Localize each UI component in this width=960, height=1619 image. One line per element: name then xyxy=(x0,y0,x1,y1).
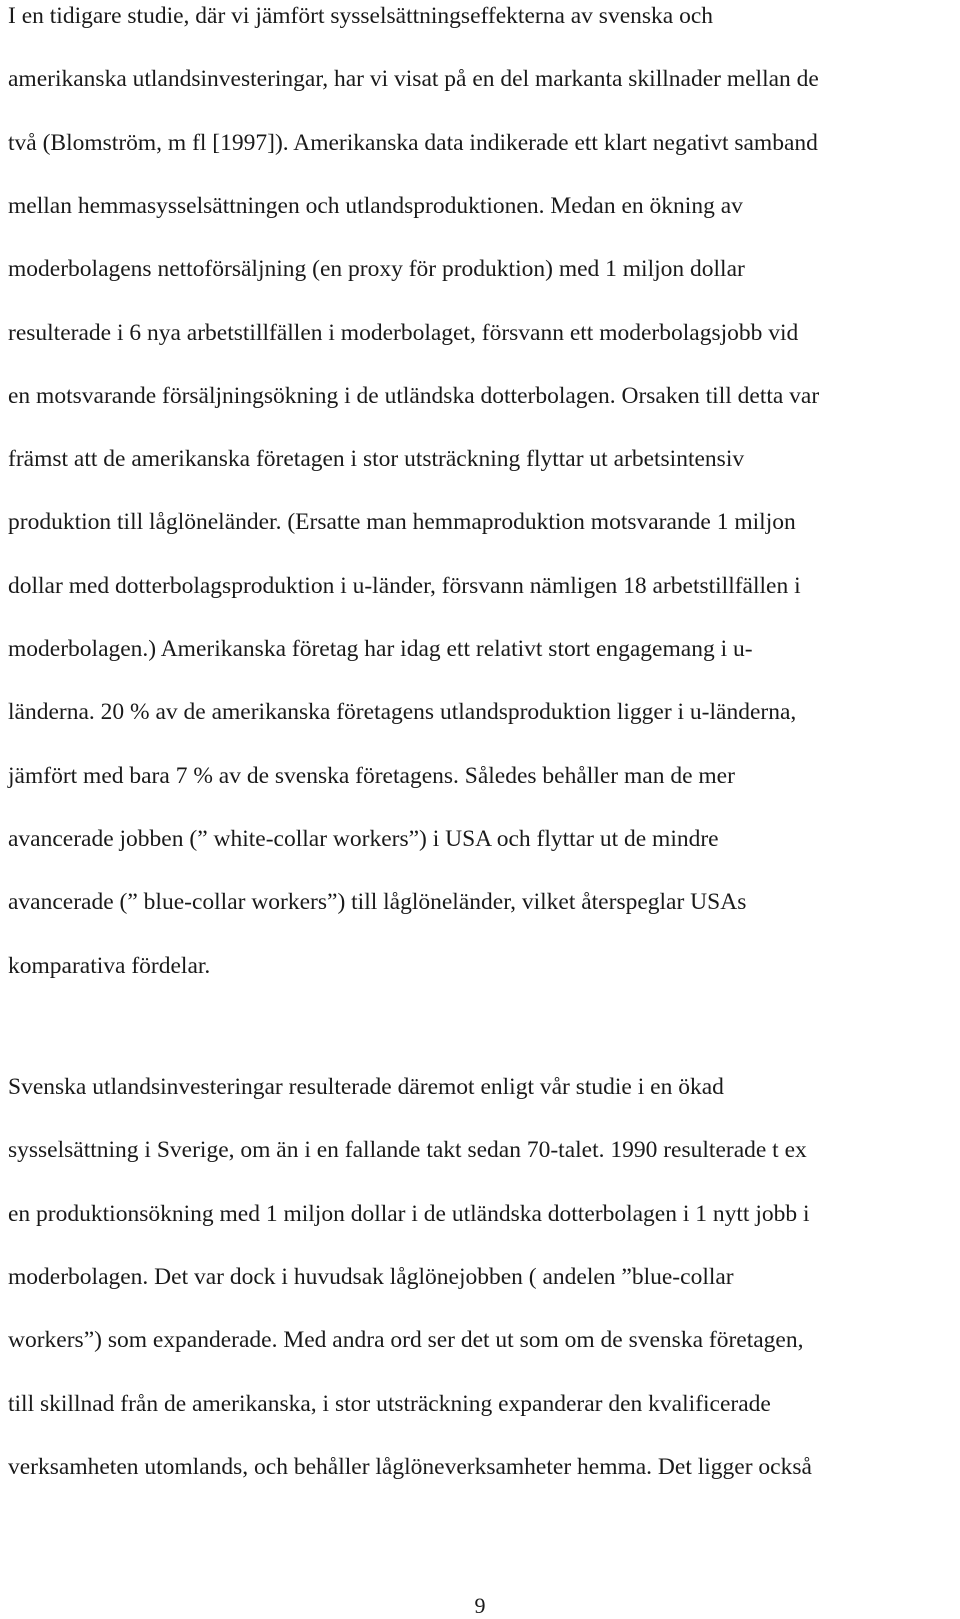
text-line: till skillnad från de amerikanska, i stor utsträckning expanderar den kvalificerade xyxy=(8,1390,771,1417)
text-line: I en tidigare studie, där vi jämfört sysselsättningseffekterna av svenska och xyxy=(8,3,714,29)
text-line: moderbolagens nettoförsäljning (en proxy för produktion) med 1 miljon dollar xyxy=(8,256,745,283)
text-line: moderbolagen.) Amerikanska företag har idag ett relativt stort engagemang i u- xyxy=(8,636,753,662)
text-line: länderna. 20 % av de amerikanska företagens utlandsproduktion ligger i u-länderna, xyxy=(8,699,797,726)
text-line: komparativa fördelar. xyxy=(8,952,211,979)
text-line: resulterade i 6 nya arbetstillfällen i moderbolaget, försvann ett moderbolagsjobb vid xyxy=(8,319,799,346)
text-line: en produktionsökning med 1 miljon dollar i de utländska dotterbolagen i 1 nytt jobb i xyxy=(8,1200,810,1227)
text-line: jämfört med bara 7 % av de svenska företagens. Således behåller man de mer xyxy=(8,762,735,789)
text-line: amerikanska utlandsinvesteringar, har vi visat på en del markanta skillnader mellan de xyxy=(8,66,819,93)
text-line: moderbolagen. Det var dock i huvudsak låglönejobben ( andelen ”blue-collar xyxy=(8,1263,734,1290)
text-line: workers”) som expanderade. Med andra ord ser det ut som om de svenska företagen, xyxy=(8,1327,804,1354)
text-line: en motsvarande försäljningsökning i de utländska dotterbolagen. Orsaken till detta var xyxy=(8,382,820,409)
text-line: produktion till låglöneländer. (Ersatte man hemmaproduktion motsvarande 1 miljon xyxy=(8,509,796,536)
text-line: verksamheten utomlands, och behåller låglöneverksamheter hemma. Det ligger också xyxy=(8,1453,812,1480)
text-line: avancerade jobben (” white-collar workers”) i USA och flyttar ut de mindre xyxy=(8,825,719,852)
page-number: 9 xyxy=(474,1593,486,1618)
text-line: Svenska utlandsinvesteringar resulterade däremot enligt vår studie i en ökad xyxy=(8,1074,724,1100)
text-line: dollar med dotterbolagsproduktion i u-länder, försvann nämligen 18 arbetstillfällen i xyxy=(8,572,801,599)
text-line: två (Blomström, m fl [1997]). Amerikanska data indikerade ett klart negativt samband xyxy=(8,129,818,156)
text-line: sysselsättning i Sverige, om än i en fallande takt sedan 70-talet. 1990 resulterade t ex xyxy=(8,1137,807,1164)
text-line: avancerade (” blue-collar workers”) till låglöneländer, vilket återspeglar USAs xyxy=(8,889,747,916)
text-line: främst att de amerikanska företagen i stor utsträckning flyttar ut arbetsintensiv xyxy=(8,446,745,473)
text-line: mellan hemmasysselsättningen och utlandsproduktionen. Medan en ökning av xyxy=(8,192,743,219)
